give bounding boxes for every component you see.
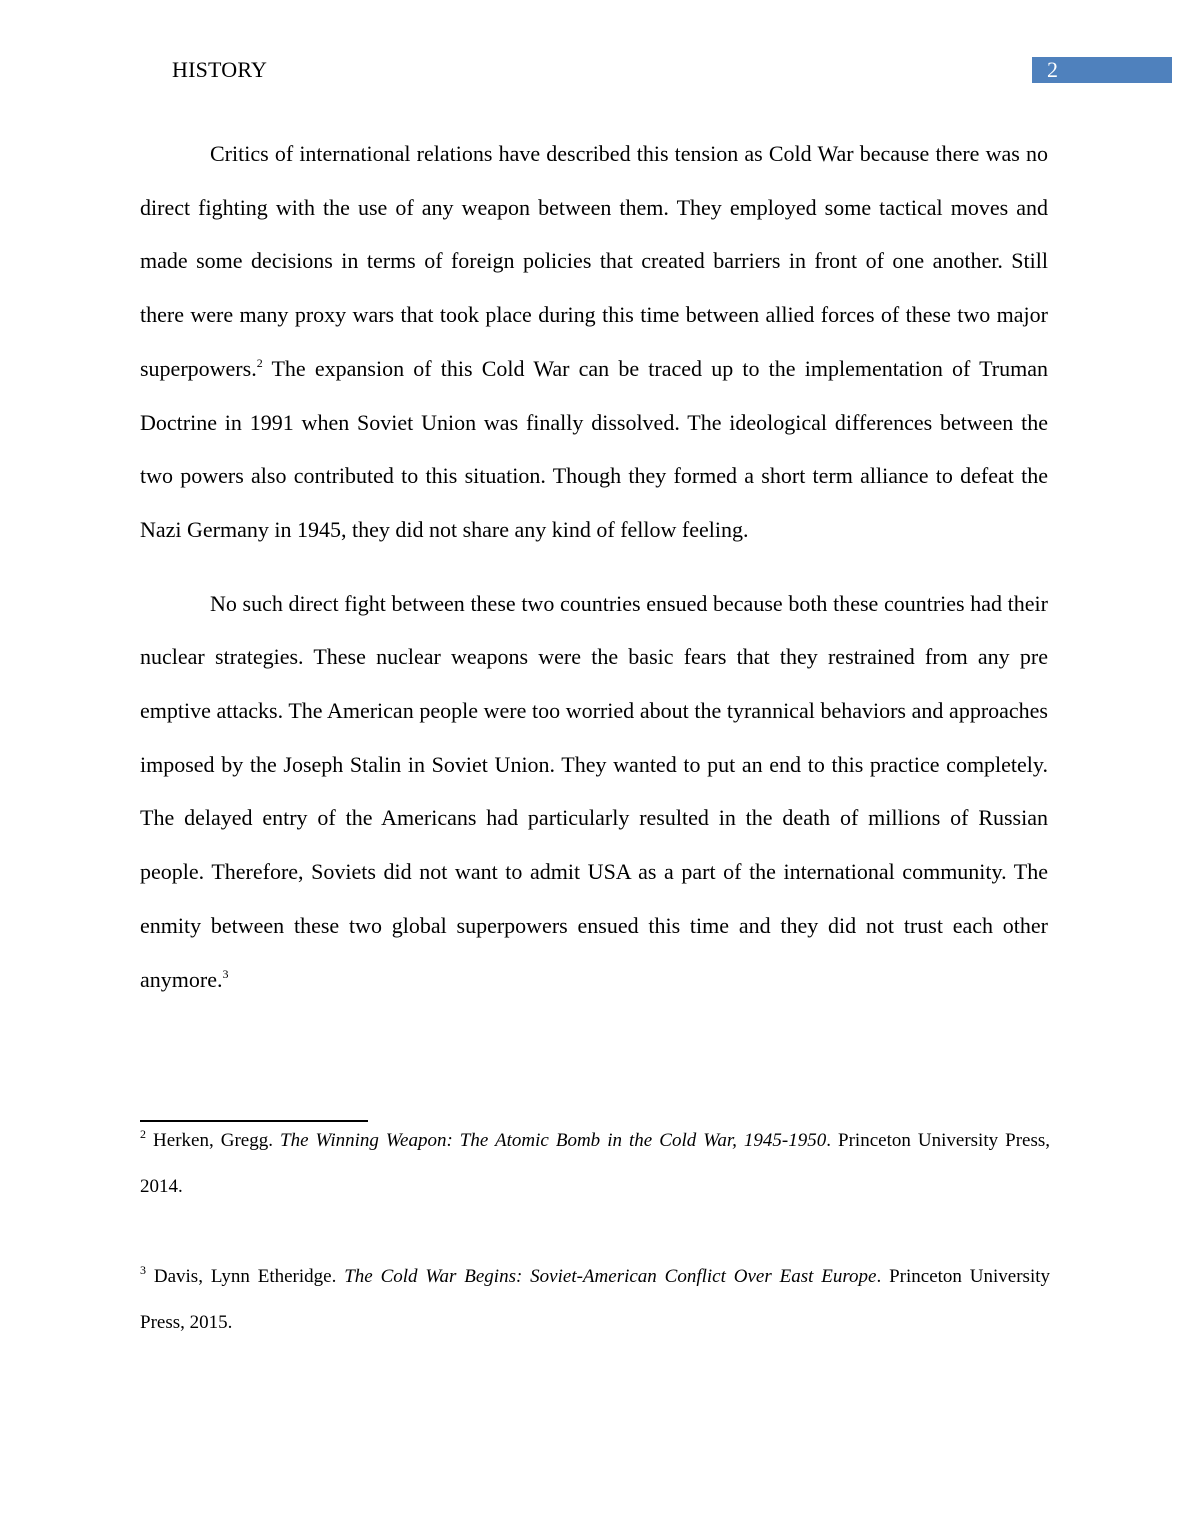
footnote-item [140,1118,1050,1210]
footnote-number: 2 [140,1127,146,1141]
footnote-reference[interactable]: 2 [256,355,263,370]
page-number: 2 [1047,57,1058,82]
footnote-publisher: . Princeton University Press, 2014. [140,1130,1051,1197]
paragraph-text: No such direct fight between these two countries ensued because both these countries had their nuclear strategies. These nuclear weapons were the basic fears that they restrained from any pre emptive attacks. The American people were too worried about the tyrannical behaviors and approaches imposed by the Joseph Stalin in Soviet Union. They wanted to put an end to this practice completely. The delayed entry of the Americans had particularly resulted in the death of millions of Russian people. Therefore, Soviets did not want to admit USA as a part of the international community. The enmity between these two global superpowers ensued this time and they did not trust each other anymore. [140,590,1048,992]
footnote-publisher: . Princeton University Press, 2015. [140,1266,1051,1333]
page-number-badge [1032,57,1172,83]
document-body [140,127,1048,1006]
paragraph-text: Critics of international relations have described this tension as Cold War because there was no direct fighting with the use of any weapon between them. They employed some tactical moves and made some decisions in terms of foreign policies that created barriers in front of one another. Still there were many proxy wars that took place during this time between allied forces of these two major superpowers. [140,141,1048,381]
footnote-reference[interactable]: 3 [222,966,229,981]
footnote-author: Herken, Gregg. [146,1130,281,1151]
paragraph-text: The expansion of this Cold War can be traced up to the implementation of Truman Doctrine in 1991 when Soviet Union was finally dissolved. The ideological differences between the two powers also contributed to this situation. Though they formed a short term alliance to defeat the Nazi Germany in 1945, they did not share any kind of fellow feeling. [140,355,1048,542]
running-header-title: HISTORY [172,57,268,82]
footnote-item [140,1254,1050,1346]
footnote-title: The Winning Weapon: The Atomic Bomb in the Cold War, 1945-1950 [280,1130,827,1151]
body-paragraph [140,127,1048,557]
body-paragraph [140,577,1048,1007]
footnote-title: The Cold War Begins: Soviet-American Conflict Over East Europe [344,1266,877,1287]
footnote-number: 3 [140,1263,146,1277]
footnote-author: Davis, Lynn Etheridge. [146,1266,345,1287]
footnotes-section [140,1118,1050,1346]
